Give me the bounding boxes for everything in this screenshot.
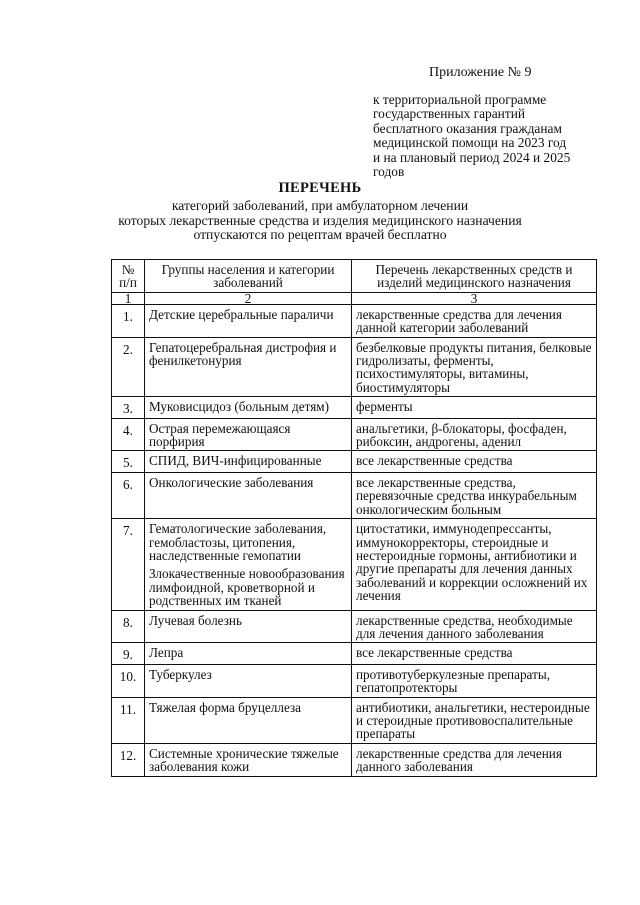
row-group: Лепра <box>145 643 352 664</box>
row-group: Тяжелая форма бруцеллеза <box>145 697 352 743</box>
row-group: Детские церебральные параличи <box>145 304 352 337</box>
row-group: Онкологические заболевания <box>145 472 352 518</box>
row-drugs: противотуберкулезные препараты, гепатопротекторы <box>352 664 597 697</box>
row-number: 2. <box>112 337 145 397</box>
table-row <box>112 472 597 518</box>
row-group: Острая перемежающаяся порфирия <box>145 418 352 451</box>
categories-table <box>111 259 597 777</box>
row-number: 4. <box>112 418 145 451</box>
row-number: 11. <box>112 697 145 743</box>
appendix-line: годов <box>373 164 405 179</box>
header-group: Группы населения и категории заболеваний <box>145 260 352 293</box>
table-row <box>112 643 597 664</box>
appendix-line: медицинской помощи на 2023 год <box>373 135 567 150</box>
row-drugs: ферменты <box>352 397 597 418</box>
appendix-block <box>373 66 623 180</box>
column-index: 3 <box>352 292 597 304</box>
row-drugs: антибиотики, анальгетики, нестероидные и стероидные противовоспалительные препараты <box>352 697 597 743</box>
table-row <box>112 418 597 451</box>
table-header-row <box>112 260 597 293</box>
table-row <box>112 697 597 743</box>
header-drugs: Перечень лекарственных средств и изделий медицинского назначения <box>352 260 597 293</box>
row-drugs: лекарственные средства для лечения данного заболевания <box>352 743 597 776</box>
row-drugs: цитостатики, иммунодепрессанты, иммунокорректоры, стероидные и нестероидные гормоны, антибиотики и другие препараты для лечения данных заболеваний и коррекции осложнений их лечения <box>352 519 597 610</box>
row-group: Гепатоцеребральная дистрофия и фенилкетонурия <box>145 337 352 397</box>
column-index-row <box>112 292 597 304</box>
column-index: 2 <box>145 292 352 304</box>
table-row <box>112 743 597 776</box>
row-number: 5. <box>112 451 145 472</box>
subtitle-line: отпускаются по рецептам врачей бесплатно <box>193 227 447 242</box>
row-group <box>145 519 352 610</box>
row-group: Муковисцидоз (больным детям) <box>145 397 352 418</box>
subtitle-line: категорий заболеваний, при амбулаторном лечении <box>171 198 469 213</box>
appendix-number: Приложение № 9 <box>429 65 532 80</box>
subtitle-line: которых лекарственные средства и изделия медицинского назначения <box>118 212 522 228</box>
column-index: 1 <box>112 292 145 304</box>
table-row <box>112 397 597 418</box>
row-drugs: анальгетики, β-блокаторы, фосфаден, рибоксин, андрогены, аденил <box>352 418 597 451</box>
appendix-line: государственных гарантий <box>373 106 526 121</box>
row-number: 7. <box>112 519 145 610</box>
row-drugs: все лекарственные средства, перевязочные средства инкурабельным онкологическим больным <box>352 472 597 518</box>
row-drugs: лекарственные средства для лечения данной категории заболеваний <box>352 304 597 337</box>
row-number: 3. <box>112 397 145 418</box>
table-row <box>112 304 597 337</box>
row-number: 12. <box>112 743 145 776</box>
appendix-line: и на плановый период 2024 и 2025 <box>373 149 571 165</box>
row-number: 8. <box>112 610 145 643</box>
row-group-part: Злокачественные новообразования лимфоидной, кроветворной и родственных им тканей <box>149 566 345 609</box>
row-group: Туберкулез <box>145 664 352 697</box>
header-number: № п/п <box>112 260 145 293</box>
table-row <box>112 664 597 697</box>
row-drugs: безбелковые продукты питания, белковые гидролизаты, ферменты, психостимуляторы, витамины, биостимуляторы <box>352 337 597 397</box>
appendix-line: к территориальной программе <box>373 91 547 107</box>
table-row <box>112 610 597 643</box>
row-number: 10. <box>112 664 145 697</box>
row-group: Лучевая болезнь <box>145 610 352 643</box>
document-subtitle <box>0 199 640 243</box>
row-number: 6. <box>112 472 145 518</box>
table-row <box>112 519 597 610</box>
row-number: 9. <box>112 643 145 664</box>
table-row <box>112 337 597 397</box>
appendix-line: бесплатного оказания гражданам <box>373 120 562 136</box>
row-group-part: Гематологические заболевания, гемобластозы, цитопения, наследственные гемопатии <box>149 521 327 563</box>
row-group: Системные хронические тяжелые заболевания кожи <box>145 743 352 776</box>
row-drugs: все лекарственные средства <box>352 451 597 472</box>
document-title: ПЕРЕЧЕНЬ <box>278 180 362 196</box>
row-group: СПИД, ВИЧ-инфицированные <box>145 451 352 472</box>
row-drugs: лекарственные средства, необходимые для лечения данного заболевания <box>352 610 597 643</box>
row-drugs: все лекарственные средства <box>352 643 597 664</box>
table-row <box>112 451 597 472</box>
row-number: 1. <box>112 304 145 337</box>
